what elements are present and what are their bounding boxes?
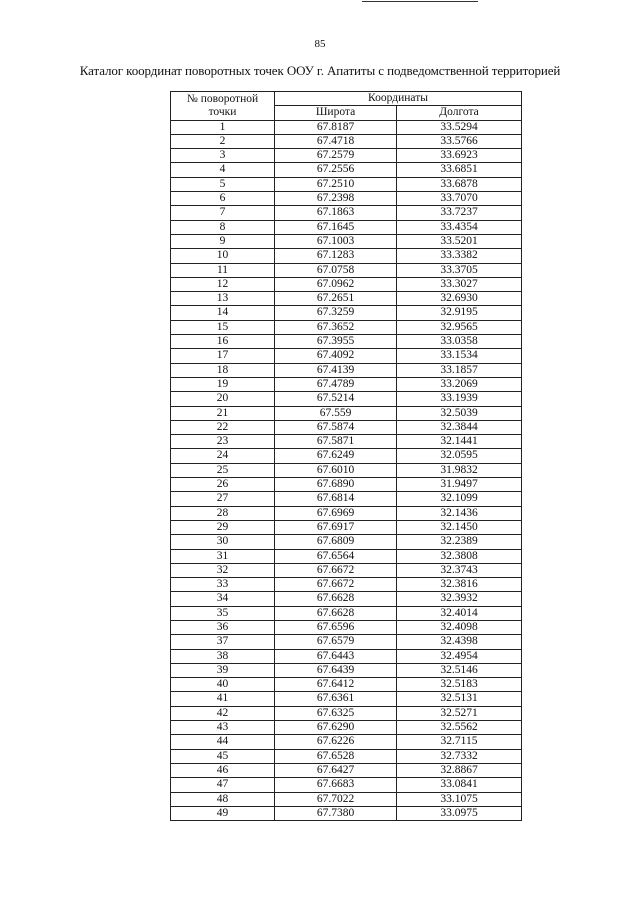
document-title: Каталог координат поворотных точек ООУ г. Апатиты с подведомственной территорией (79, 63, 561, 78)
table-row (171, 306, 522, 320)
point-number-cell: 19 (171, 377, 275, 391)
point-number-cell: 40 (171, 678, 275, 692)
latitude-cell: 67.3955 (275, 335, 397, 349)
page-number: 85 (314, 38, 326, 50)
table-row (171, 363, 522, 377)
latitude-cell: 67.6443 (275, 649, 397, 663)
longitude-cell: 33.3705 (397, 263, 522, 277)
table-row (171, 692, 522, 706)
latitude-cell: 67.1863 (275, 206, 397, 220)
point-number-cell: 18 (171, 363, 275, 377)
point-number-cell: 33 (171, 578, 275, 592)
point-number-cell: 48 (171, 792, 275, 806)
latitude-cell: 67.5214 (275, 392, 397, 406)
table-row (171, 149, 522, 163)
latitude-cell: 67.6890 (275, 478, 397, 492)
point-number-header (171, 92, 275, 121)
point-number-cell: 30 (171, 535, 275, 549)
point-number-cell: 13 (171, 292, 275, 306)
table-row (171, 492, 522, 506)
point-number-cell: 31 (171, 549, 275, 563)
latitude-cell: 67.2398 (275, 192, 397, 206)
latitude-cell: 67.1003 (275, 234, 397, 248)
latitude-cell: 67.559 (275, 406, 397, 420)
longitude-cell: 33.0841 (397, 778, 522, 792)
point-number-cell: 35 (171, 606, 275, 620)
point-number-cell: 28 (171, 506, 275, 520)
longitude-cell: 32.9195 (397, 306, 522, 320)
table-row (171, 635, 522, 649)
point-number-cell: 4 (171, 163, 275, 177)
table-row (171, 449, 522, 463)
point-number-cell: 39 (171, 663, 275, 677)
longitude-cell: 32.3808 (397, 549, 522, 563)
point-number-cell: 38 (171, 649, 275, 663)
point-number-cell: 47 (171, 778, 275, 792)
table-row (171, 706, 522, 720)
table-row (171, 392, 522, 406)
longitude-cell: 33.5294 (397, 120, 522, 134)
table-row (171, 335, 522, 349)
table-row (171, 234, 522, 248)
table-row (171, 735, 522, 749)
latitude-cell: 67.6528 (275, 749, 397, 763)
table-row (171, 763, 522, 777)
longitude-cell: 32.3844 (397, 420, 522, 434)
table-row (171, 563, 522, 577)
longitude-cell: 32.5271 (397, 706, 522, 720)
table-row (171, 663, 522, 677)
longitude-cell: 32.3743 (397, 563, 522, 577)
top-rule (362, 1, 478, 2)
coordinates-table (170, 91, 522, 821)
latitude-cell: 67.6439 (275, 663, 397, 677)
table-body (171, 120, 522, 821)
latitude-cell: 67.4718 (275, 134, 397, 148)
table-row (171, 578, 522, 592)
point-number-header-line2: точки (208, 105, 237, 118)
table-row (171, 206, 522, 220)
longitude-cell: 32.4954 (397, 649, 522, 663)
table-row (171, 549, 522, 563)
point-number-cell: 6 (171, 192, 275, 206)
longitude-cell: 32.0595 (397, 449, 522, 463)
longitude-cell: 32.7332 (397, 749, 522, 763)
longitude-cell: 33.6878 (397, 177, 522, 191)
longitude-cell: 32.4098 (397, 620, 522, 634)
point-number-cell: 1 (171, 120, 275, 134)
longitude-cell: 33.1857 (397, 363, 522, 377)
point-number-cell: 37 (171, 635, 275, 649)
longitude-cell: 32.7115 (397, 735, 522, 749)
longitude-cell: 33.0975 (397, 806, 522, 820)
longitude-cell: 32.3816 (397, 578, 522, 592)
coordinates-header: Координаты (275, 92, 522, 106)
latitude-header: Широта (275, 106, 397, 120)
latitude-cell: 67.0962 (275, 277, 397, 291)
longitude-cell: 33.3382 (397, 249, 522, 263)
longitude-cell: 32.6930 (397, 292, 522, 306)
longitude-header: Долгота (397, 106, 522, 120)
longitude-cell: 33.6923 (397, 149, 522, 163)
longitude-cell: 32.4014 (397, 606, 522, 620)
longitude-cell: 33.6851 (397, 163, 522, 177)
latitude-cell: 67.6683 (275, 778, 397, 792)
latitude-cell: 67.2651 (275, 292, 397, 306)
longitude-cell: 33.2069 (397, 377, 522, 391)
latitude-cell: 67.6361 (275, 692, 397, 706)
table-row (171, 806, 522, 820)
latitude-cell: 67.2556 (275, 163, 397, 177)
point-number-cell: 32 (171, 563, 275, 577)
point-number-cell: 7 (171, 206, 275, 220)
longitude-cell: 32.8867 (397, 763, 522, 777)
longitude-cell: 32.5131 (397, 692, 522, 706)
latitude-cell: 67.4789 (275, 377, 397, 391)
point-number-cell: 21 (171, 406, 275, 420)
table-row (171, 778, 522, 792)
longitude-cell: 33.5201 (397, 234, 522, 248)
point-number-cell: 45 (171, 749, 275, 763)
table-row (171, 249, 522, 263)
table-row (171, 292, 522, 306)
latitude-cell: 67.6226 (275, 735, 397, 749)
point-number-cell: 44 (171, 735, 275, 749)
table-row (171, 120, 522, 134)
point-number-cell: 12 (171, 277, 275, 291)
longitude-cell: 32.1441 (397, 435, 522, 449)
table-row (171, 792, 522, 806)
table-row (171, 420, 522, 434)
point-number-cell: 9 (171, 234, 275, 248)
latitude-cell: 67.6427 (275, 763, 397, 777)
longitude-cell: 32.3932 (397, 592, 522, 606)
point-number-header-line1: № поворотной (186, 92, 259, 105)
point-number-cell: 14 (171, 306, 275, 320)
table-row (171, 678, 522, 692)
table-row (171, 163, 522, 177)
latitude-cell: 67.3259 (275, 306, 397, 320)
point-number-cell: 29 (171, 520, 275, 534)
point-number-cell: 46 (171, 763, 275, 777)
longitude-cell: 32.1450 (397, 520, 522, 534)
table-row (171, 435, 522, 449)
table-row (171, 406, 522, 420)
table-row (171, 277, 522, 291)
longitude-cell: 33.4354 (397, 220, 522, 234)
longitude-cell: 32.4398 (397, 635, 522, 649)
longitude-cell: 33.1534 (397, 349, 522, 363)
latitude-cell: 67.6249 (275, 449, 397, 463)
table-row (171, 620, 522, 634)
longitude-cell: 33.0358 (397, 335, 522, 349)
latitude-cell: 67.1283 (275, 249, 397, 263)
point-number-cell: 15 (171, 320, 275, 334)
table-row (171, 506, 522, 520)
latitude-cell: 67.0758 (275, 263, 397, 277)
point-number-cell: 10 (171, 249, 275, 263)
latitude-cell: 67.8187 (275, 120, 397, 134)
point-number-cell: 24 (171, 449, 275, 463)
latitude-cell: 67.2510 (275, 177, 397, 191)
table-row (171, 192, 522, 206)
longitude-cell: 32.5146 (397, 663, 522, 677)
point-number-cell: 8 (171, 220, 275, 234)
longitude-cell: 32.1436 (397, 506, 522, 520)
table-row (171, 592, 522, 606)
latitude-cell: 67.1645 (275, 220, 397, 234)
longitude-cell: 32.5562 (397, 721, 522, 735)
longitude-cell: 33.5766 (397, 134, 522, 148)
point-number-cell: 11 (171, 263, 275, 277)
latitude-cell: 67.3652 (275, 320, 397, 334)
point-number-cell: 3 (171, 149, 275, 163)
latitude-cell: 67.6809 (275, 535, 397, 549)
point-number-cell: 27 (171, 492, 275, 506)
latitude-cell: 67.5871 (275, 435, 397, 449)
latitude-cell: 67.6814 (275, 492, 397, 506)
latitude-cell: 67.6564 (275, 549, 397, 563)
table-row (171, 535, 522, 549)
point-number-cell: 16 (171, 335, 275, 349)
point-number-cell: 49 (171, 806, 275, 820)
point-number-cell: 23 (171, 435, 275, 449)
point-number-cell: 41 (171, 692, 275, 706)
table-row (171, 606, 522, 620)
latitude-cell: 67.6672 (275, 563, 397, 577)
longitude-cell: 31.9832 (397, 463, 522, 477)
latitude-cell: 67.6672 (275, 578, 397, 592)
point-number-cell: 5 (171, 177, 275, 191)
point-number-cell: 36 (171, 620, 275, 634)
point-number-cell: 22 (171, 420, 275, 434)
point-number-cell: 17 (171, 349, 275, 363)
table-row (171, 463, 522, 477)
longitude-cell: 33.7237 (397, 206, 522, 220)
latitude-cell: 67.6596 (275, 620, 397, 634)
table-row (171, 349, 522, 363)
latitude-cell: 67.4139 (275, 363, 397, 377)
longitude-cell: 33.3027 (397, 277, 522, 291)
latitude-cell: 67.7022 (275, 792, 397, 806)
point-number-cell: 2 (171, 134, 275, 148)
table-row (171, 749, 522, 763)
latitude-cell: 67.6325 (275, 706, 397, 720)
longitude-cell: 33.1075 (397, 792, 522, 806)
longitude-cell: 31.9497 (397, 478, 522, 492)
longitude-cell: 33.7070 (397, 192, 522, 206)
latitude-cell: 67.6290 (275, 721, 397, 735)
table-row (171, 134, 522, 148)
latitude-cell: 67.7380 (275, 806, 397, 820)
longitude-cell: 32.2389 (397, 535, 522, 549)
latitude-cell: 67.6628 (275, 606, 397, 620)
latitude-cell: 67.6579 (275, 635, 397, 649)
table-row (171, 721, 522, 735)
latitude-cell: 67.6628 (275, 592, 397, 606)
longitude-cell: 33.1939 (397, 392, 522, 406)
point-number-cell: 42 (171, 706, 275, 720)
longitude-cell: 32.9565 (397, 320, 522, 334)
table-header (171, 92, 522, 121)
longitude-cell: 32.5183 (397, 678, 522, 692)
table-row (171, 520, 522, 534)
latitude-cell: 67.4092 (275, 349, 397, 363)
point-number-cell: 34 (171, 592, 275, 606)
latitude-cell: 67.6917 (275, 520, 397, 534)
table-row (171, 177, 522, 191)
latitude-cell: 67.6969 (275, 506, 397, 520)
longitude-cell: 32.1099 (397, 492, 522, 506)
latitude-cell: 67.5874 (275, 420, 397, 434)
point-number-cell: 20 (171, 392, 275, 406)
table-row (171, 478, 522, 492)
table-row (171, 649, 522, 663)
latitude-cell: 67.2579 (275, 149, 397, 163)
point-number-cell: 25 (171, 463, 275, 477)
point-number-cell: 43 (171, 721, 275, 735)
table-row (171, 320, 522, 334)
longitude-cell: 32.5039 (397, 406, 522, 420)
table-row (171, 220, 522, 234)
latitude-cell: 67.6412 (275, 678, 397, 692)
latitude-cell: 67.6010 (275, 463, 397, 477)
table-row (171, 263, 522, 277)
table-row (171, 377, 522, 391)
point-number-cell: 26 (171, 478, 275, 492)
